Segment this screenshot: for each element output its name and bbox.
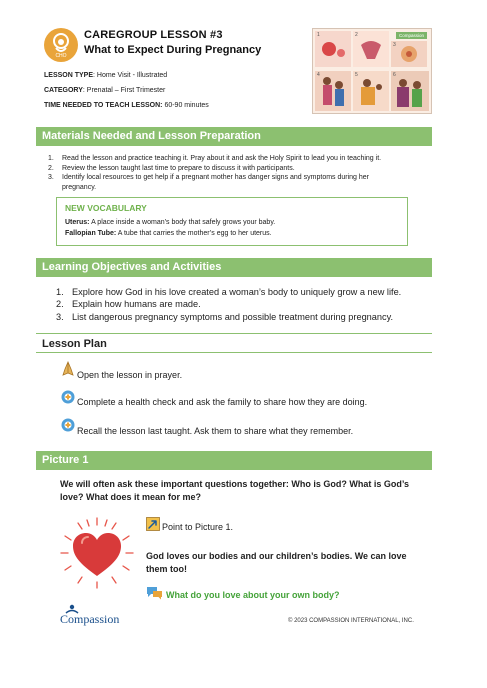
list-item <box>44 173 381 183</box>
lesson-type <box>44 72 167 79</box>
lesson-plan-heading: Lesson Plan <box>36 333 432 353</box>
praying-hands-icon <box>60 361 76 377</box>
logo-text: CHO <box>55 53 67 59</box>
item-text: List dangerous pregnancy symptoms and possible treatment during pregnancy. <box>72 311 394 322</box>
panel-number: 6 <box>393 72 396 78</box>
materials-list <box>44 154 381 192</box>
lesson-type-value: : Home Visit - Illustrated <box>93 72 168 79</box>
lesson-number: CAREGROUP LESSON #3 <box>84 29 223 41</box>
panel-number: 2 <box>355 32 358 38</box>
lesson-time <box>44 102 209 109</box>
list-item <box>44 183 381 193</box>
definition: A tube that carries the mother’s egg to her uterus. <box>116 230 272 237</box>
plan-step: Recall the lesson last taught. Ask them to share what they remember. <box>77 426 354 436</box>
list-item <box>44 154 381 164</box>
item-number: 3. <box>56 311 64 322</box>
definition: A place inside a woman’s body that safely grows your baby. <box>89 219 276 226</box>
health-check-icon <box>60 389 76 405</box>
panel-number: 1 <box>317 32 320 38</box>
vocabulary-box <box>56 197 408 246</box>
time-label: TIME NEEDED TO TEACH LESSON: <box>44 102 163 109</box>
term: Uterus: <box>65 219 90 226</box>
vocabulary-term <box>65 219 275 226</box>
lesson-category <box>44 87 165 94</box>
lesson-illustration <box>312 28 432 114</box>
recall-icon <box>60 417 76 433</box>
vocabulary-term <box>65 230 272 237</box>
list-item <box>44 311 401 323</box>
category-label: CATEGORY <box>44 87 83 94</box>
item-number: 2. <box>56 299 64 310</box>
objectives-list <box>44 286 401 323</box>
discussion-icon <box>146 586 163 600</box>
point-instruction: Point to Picture 1. <box>162 522 234 532</box>
lesson-type-label: LESSON TYPE <box>44 72 94 79</box>
plan-step: Complete a health check and ask the family to share how they are doing. <box>77 397 368 407</box>
brand-name: Compassion <box>60 612 120 626</box>
plan-step: Open the lesson in prayer. <box>77 370 183 380</box>
heart-illustration <box>322 42 336 56</box>
item-number: 1. <box>56 287 64 297</box>
copyright: © 2023 COMPASSION INTERNATIONAL, INC. <box>288 618 414 624</box>
caregroup-logo <box>44 28 78 62</box>
discussion-question: What do you love about your own body? <box>166 590 340 600</box>
illustration-brand: Compassion <box>396 32 427 39</box>
term: Fallopian Tube: <box>65 230 117 237</box>
item-number: 3. <box>48 174 54 181</box>
materials-heading: Materials Needed and Lesson Preparation <box>36 127 432 146</box>
list-item <box>44 298 401 310</box>
objectives-heading: Learning Objectives and Activities <box>36 258 432 277</box>
time-value: 60-90 minutes <box>162 102 209 109</box>
list-item <box>44 164 381 174</box>
page-title: What to Expect During Pregnancy <box>84 44 262 56</box>
item-text: Review the lesson taught last time to prepare to discuss it with participants. <box>62 164 295 172</box>
vocabulary-title: NEW VOCABULARY <box>65 203 147 213</box>
illustration-panels <box>313 29 431 113</box>
love-statement: God loves our bodies and our children’s bodies. We can love them too! <box>146 551 407 574</box>
list-item <box>44 286 401 298</box>
panel-number: 3 <box>393 42 396 48</box>
key-questions: We will often ask these important questions together: Who is God? What is God’s love? What does it mean for me? <box>60 479 410 502</box>
item-text: pregnancy. <box>62 183 97 191</box>
panel-number: 5 <box>355 72 358 78</box>
item-text: Identify local resources to get help if a pregnant mother has danger signs and symptoms during her <box>62 174 370 181</box>
picture1-heading: Picture 1 <box>36 451 432 470</box>
heart-icon <box>60 516 134 590</box>
panel-number: 4 <box>317 72 320 78</box>
item-text: Explain how humans are made. <box>72 299 201 310</box>
item-text: Explore how God in his love created a woman’s body to uniquely grow a new life. <box>72 287 402 297</box>
category-value: : Prenatal – First Trimester <box>82 87 166 94</box>
item-text: Read the lesson and practice teaching it. Pray about it and ask the Holy Spirit to lead you in teaching it. <box>62 155 382 162</box>
item-number: 1. <box>48 155 54 162</box>
point-icon <box>146 517 160 531</box>
item-number: 2. <box>48 164 54 172</box>
